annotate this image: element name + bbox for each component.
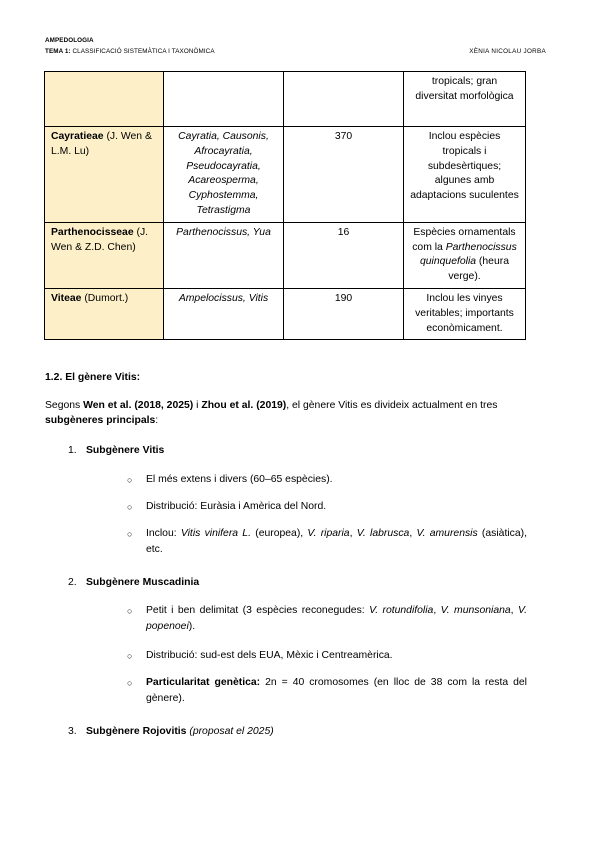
tribe-authority: (J. Wen & L.M. Lu): [51, 131, 152, 157]
list-item: ○ El més extens i divers (60–65 espècies).: [146, 472, 527, 488]
taxonomy-table: [44, 71, 526, 340]
intro-reference: Wen et al. (2018, 2025): [83, 400, 194, 411]
genera-cell: Ampelocissus, Vitis: [164, 288, 284, 339]
header-title: AMPEDOLOGIA: [45, 37, 94, 44]
header-subtitle-rest: CLASSIFICACIÓ SISTEMÀTICA I TAXONÒMICA: [70, 48, 215, 55]
subgenus-title: Subgènere Rojovitis: [86, 726, 187, 737]
species-name: V. rotundifolia: [369, 605, 434, 616]
intro-text: Segons: [45, 400, 84, 411]
species-name: V. labrusca: [356, 528, 410, 539]
list-number: 3.: [68, 726, 77, 737]
species-cell: 190: [284, 288, 404, 339]
tribe-name: Viteae: [51, 292, 82, 304]
intro-text: :: [155, 414, 159, 426]
intro-paragraph: [45, 399, 527, 428]
intro-text: i: [193, 400, 202, 411]
header-subtitle: [45, 48, 215, 55]
tribe-authority: (Dumort.): [81, 292, 129, 304]
tribe-cell: [45, 127, 164, 223]
item-text: Petit i ben delimitat (3 espècies reconegudes:: [146, 605, 370, 616]
description-cell: Inclou les vinyes veritables; importants econòmicament.: [404, 288, 526, 339]
description-cell: tropicals; gran diversitat morfològica: [404, 72, 526, 127]
item-text: 2n = 40 cromosomes (en lloc de 38 com la resta del gènere).: [146, 677, 527, 704]
desc-text: (heura verge).: [448, 256, 509, 283]
species-cell: [284, 72, 404, 127]
item-text: Inclou:: [146, 528, 181, 539]
subgenus-title: Subgènere Vitis: [86, 445, 165, 456]
intro-text: , el gènere Vitis es divideix actualment en tres: [286, 400, 498, 411]
tribe-cell: [45, 222, 164, 288]
list-item: [146, 603, 527, 635]
list-item: [146, 675, 527, 707]
table-row: [45, 288, 526, 339]
table-row: [45, 222, 526, 288]
item-text: ,: [349, 528, 357, 539]
genera-cell: [164, 72, 284, 127]
desc-species: Parthenocissus quinquefolia: [420, 241, 517, 268]
subgenus-heading: [68, 445, 164, 456]
species-name: V. amurensis: [416, 528, 478, 539]
species-cell: 16: [284, 222, 404, 288]
item-text: ).: [188, 621, 196, 632]
item-emphasis: Particularitat genètica:: [146, 677, 261, 688]
item-text: (europea),: [250, 528, 308, 539]
list-number: 1.: [68, 445, 77, 456]
desc-text: Espècies ornamentals com la: [412, 226, 516, 253]
subgenus-title: Subgènere Muscadinia: [86, 577, 200, 588]
tribe-name: Cayratieae: [51, 131, 104, 142]
header-author: XÈNIA NICOLAU JORBA: [469, 48, 546, 55]
genera-cell: Cayratia, Causonis, Afrocayratia, Pseudocayratia, Acareosperma, Cyphostemma, Tetrastigma: [164, 127, 284, 223]
subgenus-heading: [68, 577, 199, 588]
list-item: ○ Distribució: sud-est dels EUA, Mèxic i Centreamèrica.: [146, 648, 527, 664]
description-cell: [404, 222, 526, 288]
list-number: 2.: [68, 577, 77, 588]
tribe-cell: [45, 72, 164, 127]
genera-cell: Parthenocissus, Yua: [164, 222, 284, 288]
tribe-name: Parthenocisseae: [51, 226, 134, 238]
item-text: (asiàtica), etc.: [146, 528, 527, 555]
section-heading: 1.2. El gènere Vitis:: [45, 372, 141, 383]
description-cell: Inclou espècies tropicals i subdesèrtiques; algunes amb adaptacions suculentes: [404, 127, 526, 223]
intro-emphasis: subgèneres principals: [45, 414, 156, 426]
species-cell: 370: [284, 127, 404, 223]
species-name: V. riparia: [307, 528, 350, 539]
list-item: ○ Distribució: Euràsia i Amèrica del Nord.: [146, 499, 527, 515]
table-row: [45, 72, 526, 127]
tribe-cell: [45, 288, 164, 339]
item-text: ,: [433, 605, 441, 616]
tribe-authority: (J. Wen & Z.D. Chen): [51, 226, 149, 253]
species-name: Vitis vinifera L.: [180, 528, 251, 539]
item-text: ,: [510, 605, 518, 616]
table-row: [45, 127, 526, 223]
species-name: V. munsoniana: [440, 605, 511, 616]
species-name: V. popenoei: [146, 605, 527, 632]
intro-reference: Zhou et al. (2019): [201, 400, 287, 411]
subgenus-note: (proposat el 2025): [189, 726, 274, 737]
item-text: ,: [409, 528, 417, 539]
header-subtitle-strong: TEMA 1:: [45, 48, 71, 55]
list-item: [146, 526, 527, 558]
subgenus-heading: [68, 726, 274, 737]
